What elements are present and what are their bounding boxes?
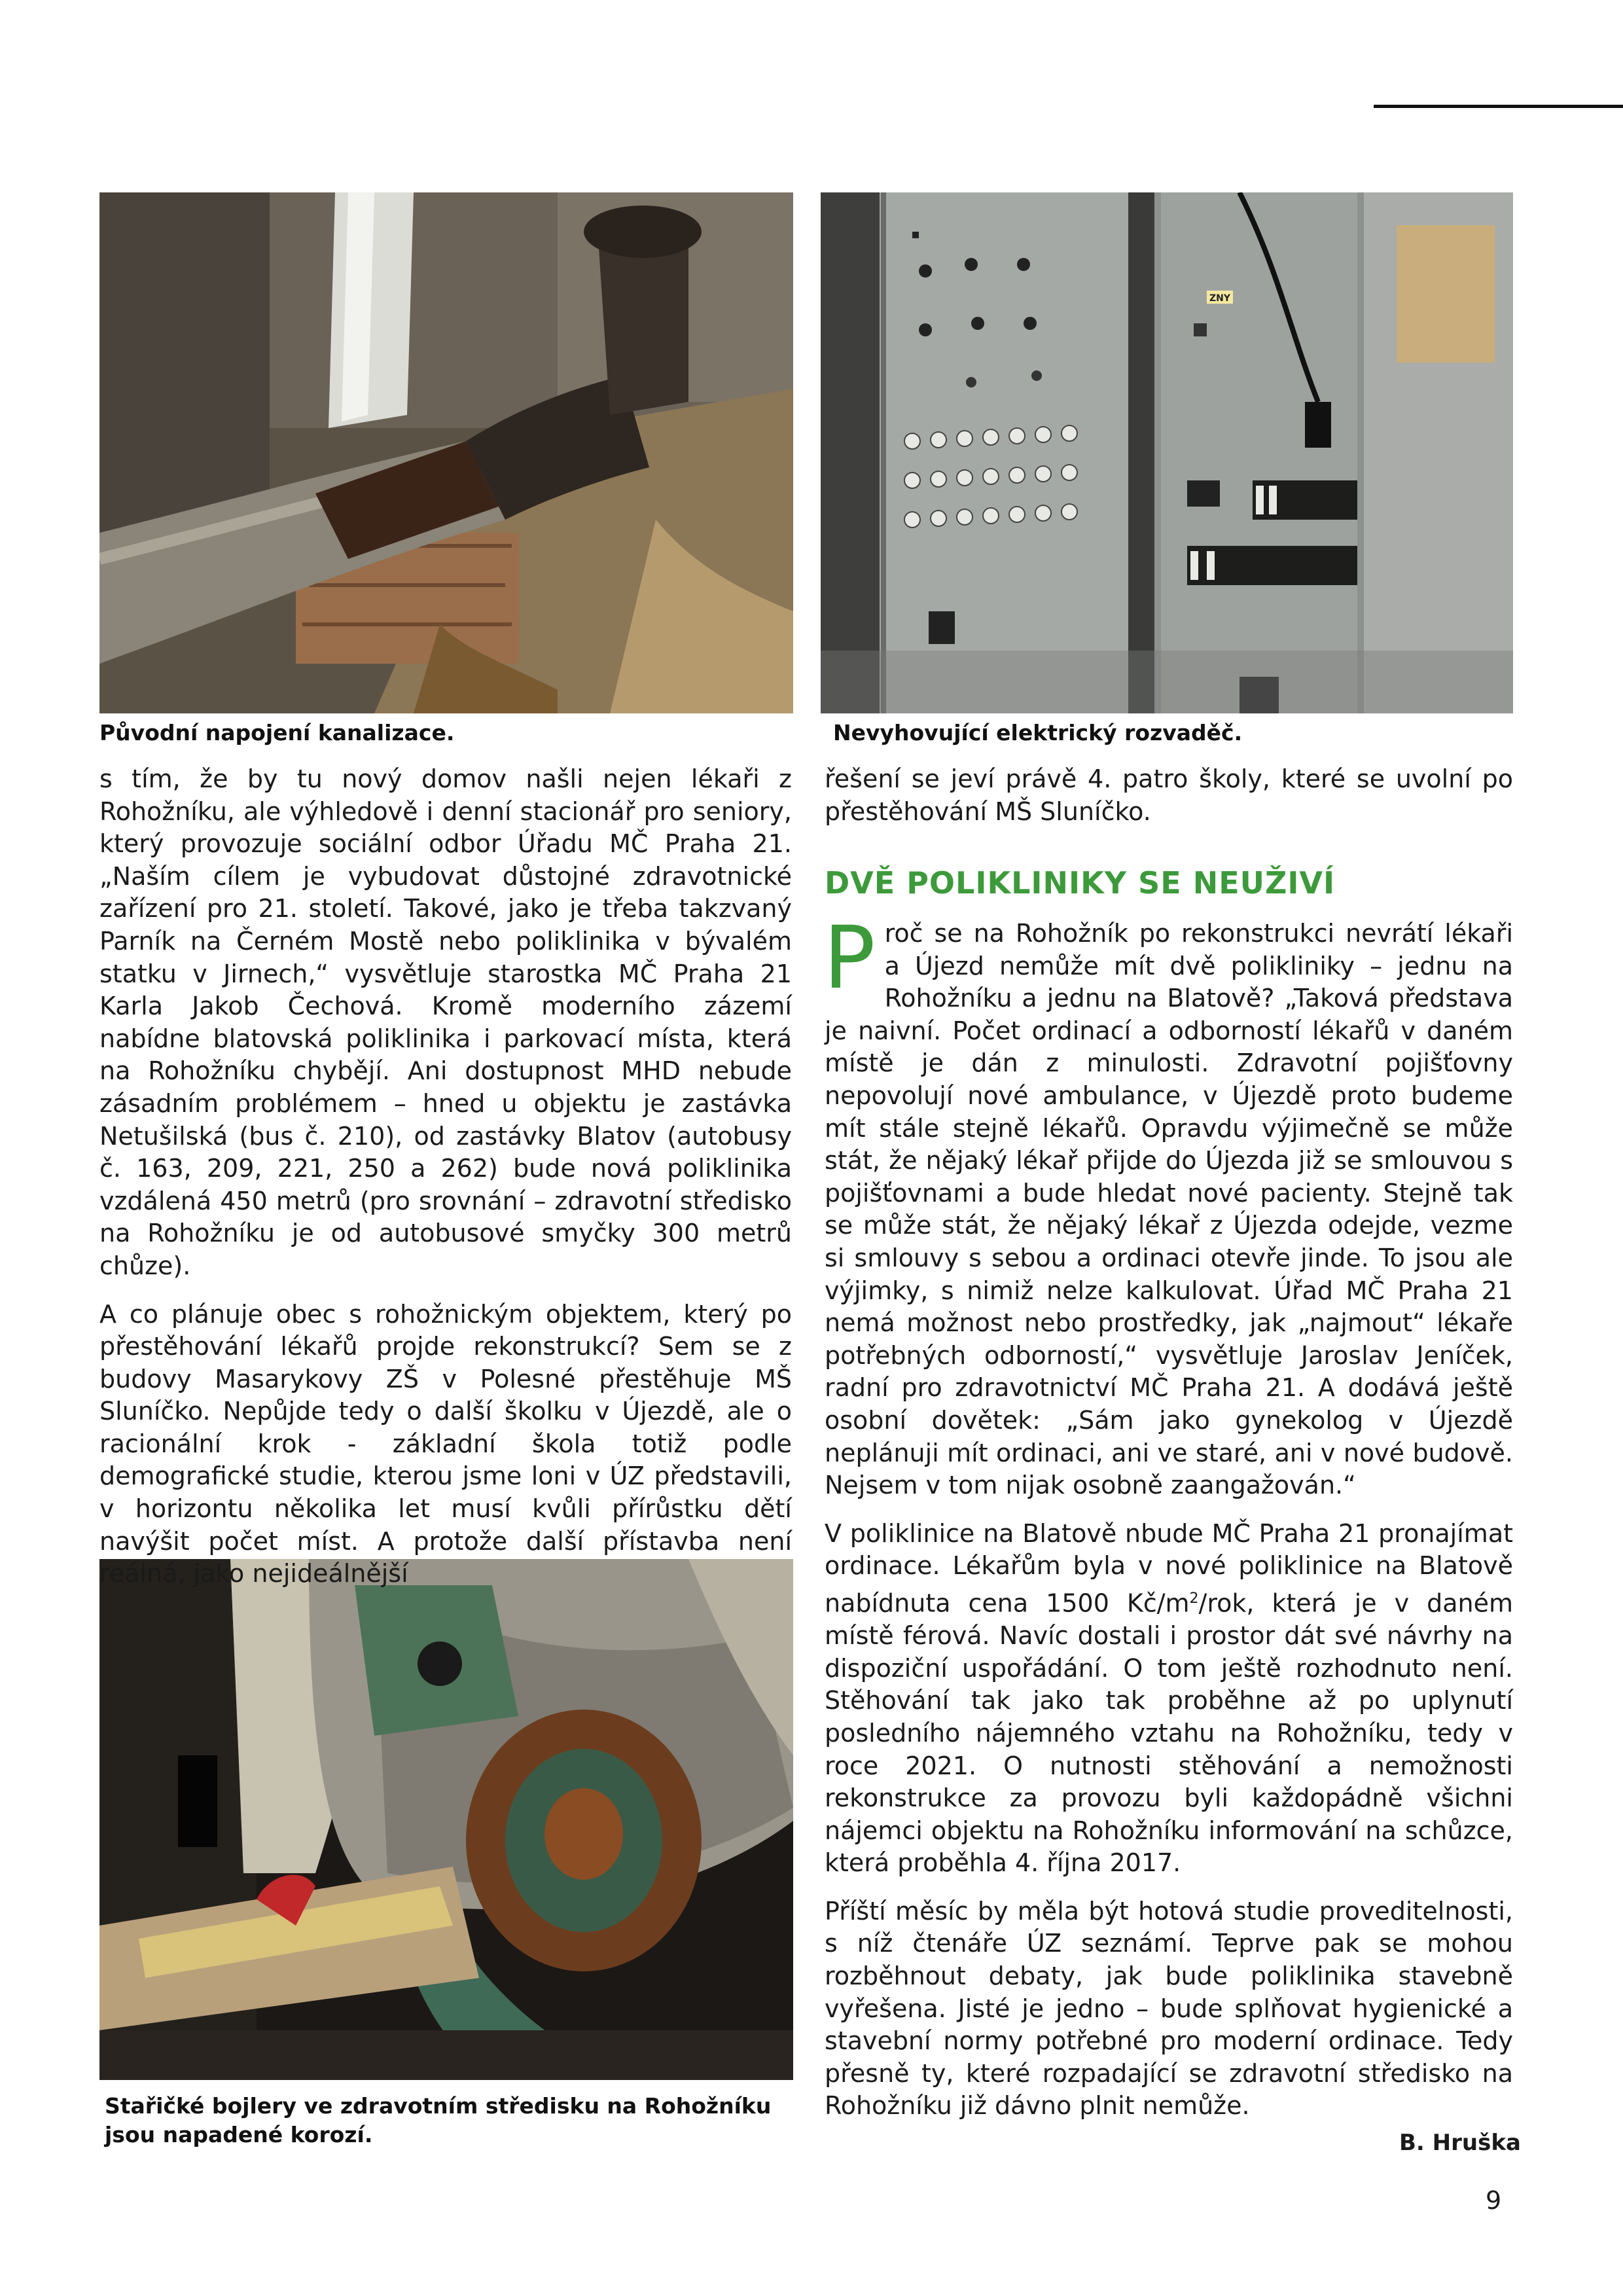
- photo-boilers: [99, 1559, 793, 2080]
- dropcap-letter: P: [823, 908, 876, 1009]
- caption-boilers: Stařičké bojlery ve zdravotním středisku na Rohožníku jsou napadené korozí.: [105, 2093, 772, 2147]
- top-right-rule: [1374, 105, 1623, 108]
- switchboard-sign: ZNY: [1209, 293, 1231, 304]
- right-paragraph-3-start: V poliklinice na Blatově nbude MČ Praha 21 pronajímat ordinace. Lékařům byla v nové poliklinice na Blatově nabídnuta cena 1500 Kč/m: [825, 1518, 1513, 1618]
- right-paragraph-2: roč se na Rohožník po rekonstrukci nevrátí lékaři a Újezd nemůže mít dvě polikliniky – jednu na Rohožníku a jednu na Blatově? „Taková představa je naivní. Počet ordinací a odborností lékařů v daném místě je dán z minulosti. Zdravotní pojišťovny nepovolují nové ambulance, v Újezdě proto budeme mít stále stejně lékařů. Opravdu výjimečně se může stát, že nějaký lékař přijde do Újezda již se smlouvou s pojišťovnami a bude hledat nové pacienty. Stejně tak se může stát, že nějaký lékař z Újezda odejde, vezme si smlouvy s sebou a ordinaci otevře jinde. To jsou ale výjimky, s nimiž nelze kalkulovat. Úřad MČ Praha 21 nemá možnost nebo prostředky, jak „najmout“ lékaře potřebných odborností,“ vysvětluje Jaroslav Jeníček, radní pro zdravotnictví MČ Praha 21. A dodává ještě osobní dovětek: „Sám jako gynekolog v Újezdě neplánuji mít ordinaci, ani ve staré, ani v nové budově. Nejsem v tom nijak osobně zaangažován.“: [825, 919, 1513, 1500]
- right-paragraph-1: řešení se jeví právě 4. patro školy, které se uvolní po přestěhování MŠ Sluníčko.: [825, 764, 1513, 826]
- right-text-column-top: [825, 763, 1513, 828]
- left-paragraph-2: A co plánuje obec s rohožnickým objektem, který po přestěhování lékařů projde rekonstrukcí? Sem se z budovy Masarykovy ZŠ v Polesné přestěhuje MŠ Sluníčko. Nepůjde tedy o další školku v Újezdě, ale o racionální krok - základní škola totiž podle demografické studie, kterou jsme loni v ÚZ představili, v horizontu několika let musí kvůli přírůstku dětí navýšit počet míst. A protože další přístavba není reálná, jako nejideálnější: [99, 1299, 792, 1588]
- article-author: B. Hruška: [1399, 2130, 1521, 2156]
- page-number: 9: [1486, 2186, 1502, 2215]
- right-text-column: [823, 908, 1513, 2123]
- caption-sewer-pipes: Původní napojení kanalizace.: [99, 720, 455, 745]
- section-heading: DVĚ POLIKLINIKY SE NEUŽIVÍ: [825, 865, 1336, 901]
- right-paragraph-3-end: /rok, která je v daném místě férová. Navíc dostali i prostor dát své návrhy na dispoziční uspořádání. O tom ještě rozhodnuto není. Stěhování tak jako tak proběhne až po uplynutí posledního nájemného vztahu na Rohožníku, tedy v roce 2021. O nutnosti stěhování a nemožnosti rekonstrukce za provozu byli každopádně všichni nájemci objektu na Rohožníku informování na schůzce, která proběhla 4. října 2017.: [825, 1588, 1513, 1878]
- photo-sewer-pipes: [99, 192, 793, 713]
- caption-switchboard: Nevyhovující elektrický rozvaděč.: [833, 720, 1243, 745]
- left-paragraph-1: s tím, že by tu nový domov našli nejen lékaři z Rohožníku, ale výhledově i denní stacionář pro seniory, který provozuje sociální odbor Úřadu MČ Praha 21. „Naším cílem je vybudovat důstojné zdravotnické zařízení pro 21. století. Takové, jako je třeba takzvaný Parník na Černém Mostě nebo poliklinika v bývalém statku v Jirnech,“ vysvětluje starostka MČ Praha 21 Karla Jakob Čechová. Kromě moderního zázemí nabídne blatovská poliklinika i parkovací místa, která na Rohožníku chybějí. Ani dostupnost MHD nebude zásadním problémem – hned u objektu je zastávka Netušilská (bus č. 210), od zastávky Blatov (autobusy č. 163, 209, 221, 250 a 262) bude nová poliklinika vzdálená 450 metrů (pro srovnání – zdravotní středisko na Rohožníku je od autobusové smyčky 300 metrů chůze).: [99, 764, 792, 1280]
- photo-switchboard: [821, 192, 1513, 713]
- left-text-column: [99, 763, 792, 1590]
- superscript-two: 2: [1189, 1590, 1199, 1607]
- right-paragraph-4: Příští měsíc by měla být hotová studie proveditelnosti, s níž čtenáře ÚZ seznámí. Teprve pak se mohou rozběhnout debaty, jak bude poliklinika stavebně vyřešena. Jisté je jedno – bude splňovat hygienické a stavební normy potřebné pro moderní ordinace. Tedy přesně ty, které rozpadající se zdravotní středisko na Rohožníku již dávno plnit nemůže.: [825, 1896, 1513, 2121]
